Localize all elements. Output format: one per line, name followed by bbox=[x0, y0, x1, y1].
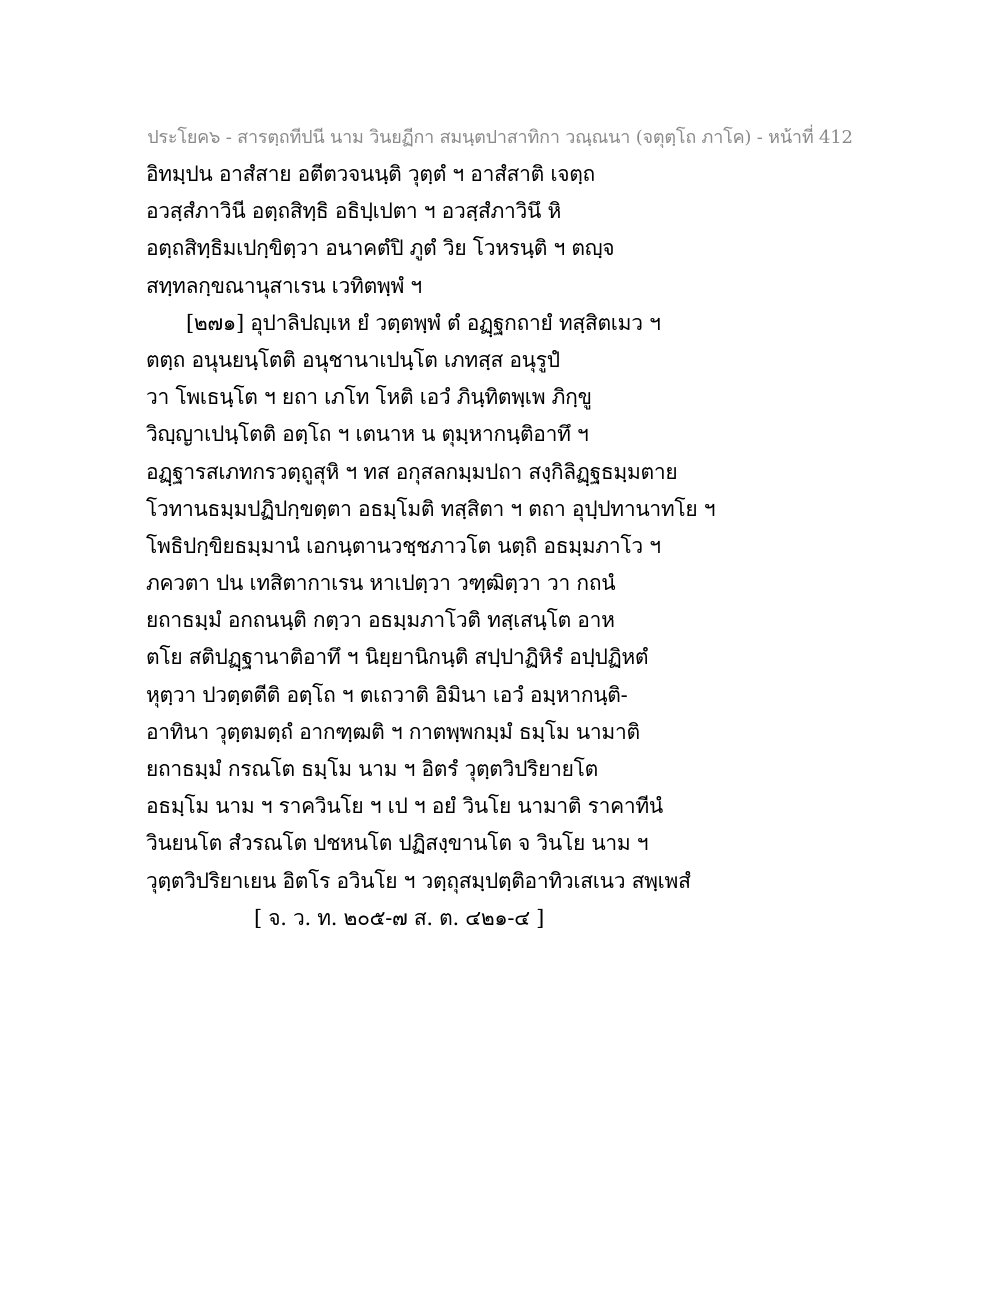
page-header: ประโยค๖ - สารตฺถทีปนี นาม วินยฏีกา สมนฺตปาสาทิกา วณฺณนา (จตุตฺโถ ภาโค) - หน้าที่ 412 bbox=[147, 127, 853, 148]
text-line-6: ตตฺถ อนุนยนฺโตติ อนุชานาเปนฺโต เภทสฺส อนุรูปํ bbox=[146, 347, 560, 372]
page-body bbox=[146, 156, 866, 937]
text-line-14: ตโย สติปฏฺฐานาติอาทึ ฯ นิยฺยานิกนฺติ สปฺปาฏิหิรํ อปฺปฏิหตํ bbox=[146, 645, 649, 670]
text-line-16: อาทินา วุตฺตมตฺถํ อากฑฺฒติ ฯ กาตพฺพกมฺมํ ธมฺโม นามาติ bbox=[146, 719, 640, 744]
text-line-11: โพธิปกฺขิยธมฺมานํ เอกนฺตานวชฺชภาวโต นตฺถิ อธมฺมภาโว ฯ bbox=[146, 533, 661, 558]
text-line-17: ยถาธมฺมํ กรณโต ธมฺโม นาม ฯ อิตรํ วุตฺตวิปริยายโต bbox=[146, 757, 598, 781]
text-line-3: อตฺถสิทฺธิมเปกฺขิตฺวา อนาคตํปิ ภูตํ วิย โวหรนฺติ ฯ ตญฺจ bbox=[146, 236, 615, 261]
reference-citation: [ จ. ว. ท. ๒๐๕-๗ ส. ต. ๔๒๑-๔ ] bbox=[254, 905, 545, 930]
text-line-4: สทฺทลกฺขณานุสาเรน เวทิตพฺพํ ฯ bbox=[146, 273, 422, 298]
text-line-15: หุตฺวา ปวตฺตตีติ อตฺโถ ฯ ตเถวาติ อิมินา เอวํ อมฺหากนฺติ- bbox=[146, 682, 628, 707]
text-line-10: โวทานธมฺมปฏิปกฺขตฺตา อธมฺโมติ ทสฺสิตา ฯ ตถา อุปฺปทานาทโย ฯ bbox=[146, 496, 716, 521]
text-line-18: อธมฺโม นาม ฯ ราควินโย ฯ เป ฯ อยํ วินโย นามาติ ราคาทีนํ bbox=[146, 794, 663, 819]
paragraph-start-line: [๒๗๑] อุปาลิปญฺเห ยํ วตฺตพฺพํ ตํ อฏฺฐกถายํ ทสฺสิตเมว ฯ bbox=[186, 310, 661, 335]
text-line-9: อฏฺฐารสเภทกรวตฺถูสุหิ ฯ ทส อกุสลกมฺมปถา สงฺกิลิฏฺฐธมฺมตาย bbox=[146, 459, 678, 484]
text-line-2: อวสฺสํภาวินี อตฺถสิทฺธิ อธิปฺเปตา ฯ อวสฺสํภาวินึ หิ bbox=[146, 199, 561, 224]
text-line-1: อิทมฺปน อาสํสาย อตีตวจนนฺติ วุตฺตํ ฯ อาสํสาติ เจตฺถ bbox=[146, 162, 595, 186]
text-line-19: วินยนโต สํวรณโต ปชหนโต ปฏิสงฺขานโต จ วินโย นาม ฯ bbox=[146, 831, 649, 856]
text-line-8: วิญฺญาเปนฺโตติ อตฺโถ ฯ เตนาห น ตุมฺหากนฺติอาทึ ฯ bbox=[146, 422, 589, 447]
text-line-20: วุตฺตวิปริยาเยน อิตโร อวินโย ฯ วตฺถุสมฺปตฺติอาทิวเสเนว สพฺเพสํ bbox=[146, 868, 691, 893]
text-line-12: ภควตา ปน เทสิตากาเรน หาเปตฺวา วฑฺฒิตฺวา วา กถนํ bbox=[146, 571, 616, 596]
text-line-13: ยถาธมฺมํ อกถนนฺติ กตฺวา อธมฺมภาโวติ ทสฺเสนฺโต อาห bbox=[146, 608, 615, 633]
text-line-7: วา โพเธนฺโต ฯ ยถา เภโท โหติ เอวํ ภินฺทิตพฺเพ ภิกฺขู bbox=[146, 385, 592, 410]
